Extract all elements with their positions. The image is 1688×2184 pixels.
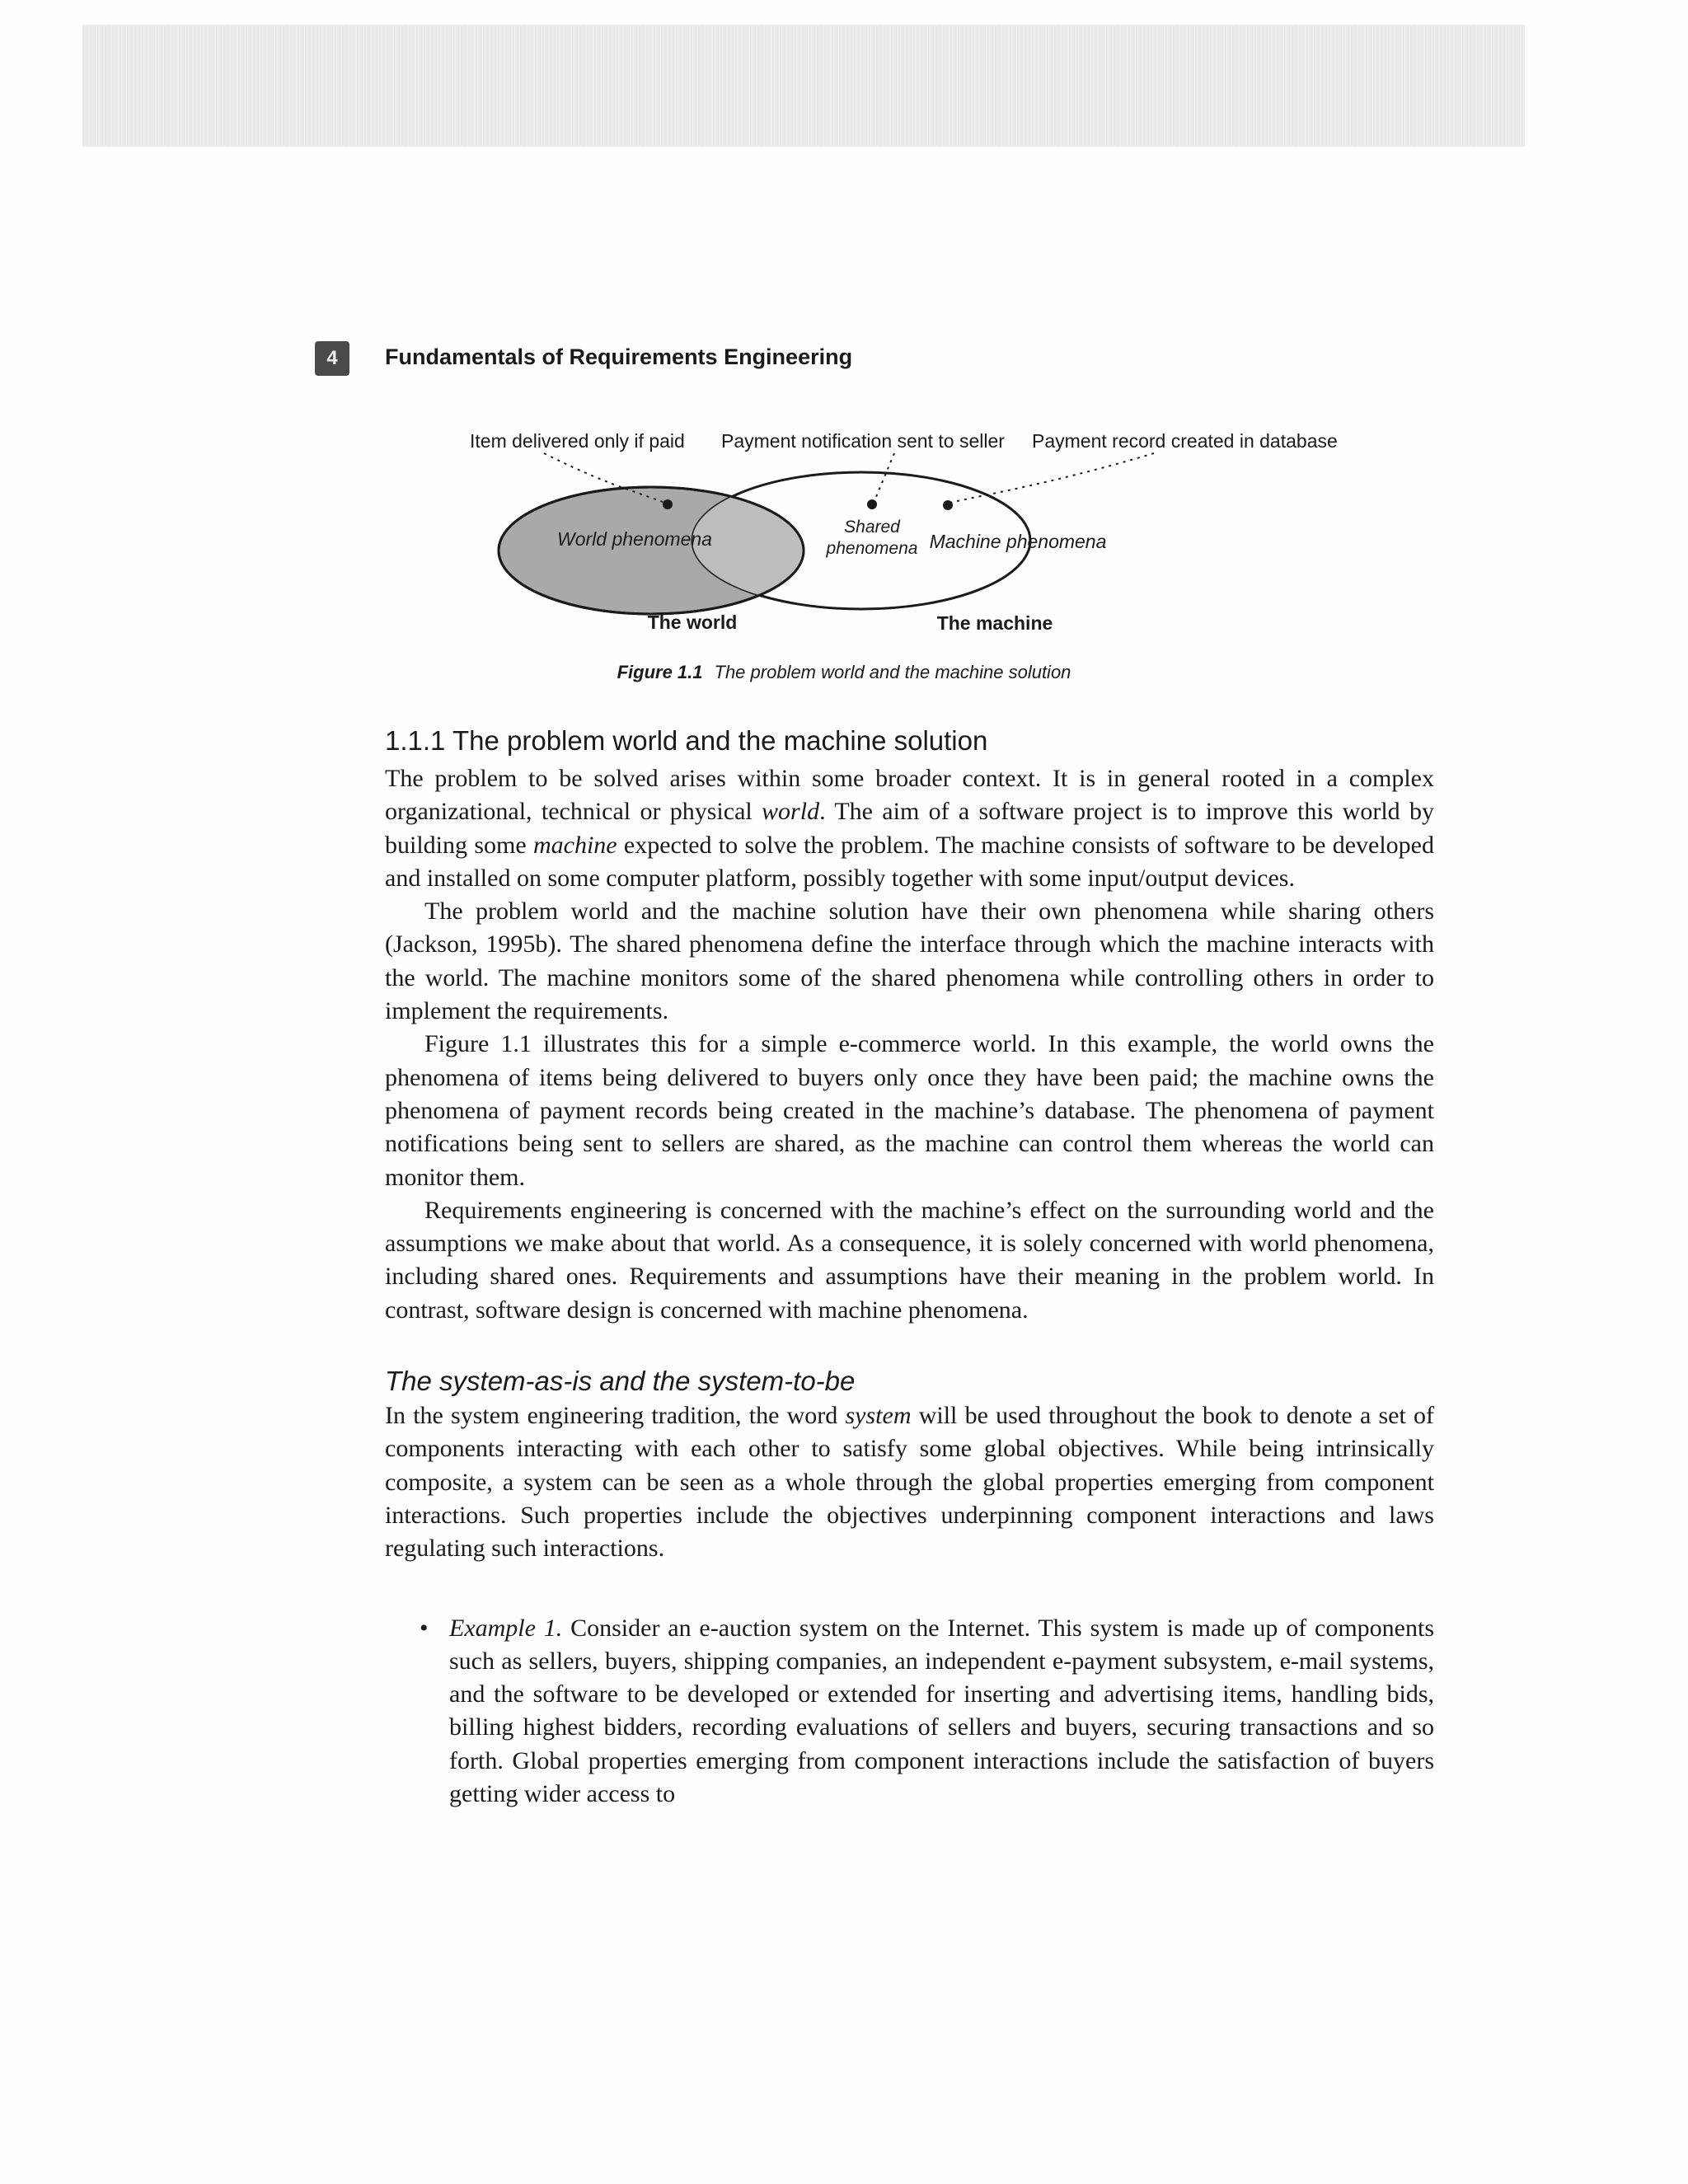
venn-diagram-svg <box>445 420 1451 692</box>
emph-system: system <box>845 1402 912 1430</box>
label-the-machine: The machine <box>936 612 1053 634</box>
leader-machine <box>950 453 1154 503</box>
figure-caption-number: Figure 1.1 <box>617 662 703 682</box>
subsection-heading: The system-as-is and the system-to-be <box>385 1366 856 1397</box>
example-text: Consider an e-auction system on the Internet. This system is made up of components such as sellers, buyers, shipping companies, an independent e-payment subsystem, e-mail systems, and the software to be developed or extended for inserting and advertising items, handling bids, billing highest bidders, recording evaluations of sellers and buyers, securing transactions and so forth. Global properties emerging from component interactions include the satisfaction of buyers getting wider access to <box>449 1614 1434 1808</box>
figure-caption <box>0 662 1688 683</box>
list-item <box>420 1612 1434 1811</box>
figure-caption-text: The problem world and the machine solution <box>714 662 1071 682</box>
label-shared-line1: Shared <box>844 518 900 537</box>
dot-machine-phenomenon <box>943 500 953 510</box>
running-header-title: Fundamentals of Requirements Engineering <box>385 344 853 369</box>
annotation-shared: Payment notification sent to seller <box>721 430 1005 452</box>
section-heading: 1.1.1 The problem world and the machine solution <box>385 725 988 756</box>
annotation-machine-only: Payment record created in database <box>1032 430 1338 452</box>
emph-world: world <box>762 798 820 826</box>
section-paragraph-1: The problem to be solved arises within some broader context. It is in general rooted in a complex organizational, technical or physical world. The aim of a software project is to improve this world by building some machine expected to solve the problem. The machine consists of software to be developed and installed on some computer platform, possibly together with some input/output devices. <box>385 765 1434 892</box>
dot-shared-phenomenon <box>867 499 877 509</box>
main-content <box>385 719 1434 1811</box>
emph-machine: machine <box>532 831 617 859</box>
leader-shared <box>874 453 894 503</box>
bullet-icon: • <box>420 1614 429 1642</box>
label-the-world: The world <box>647 612 738 633</box>
label-shared-line2: phenomena <box>826 539 918 558</box>
figure-venn-diagram <box>445 420 1451 692</box>
subsection-paragraph-1: In the system engineering tradition, the word system will be used throughout the book to denote a set of components interacting with each other to satisfy some global objectives. While being intrinsically composite, a system can be seen as a whole through the global properties emerging from component interactions. Such properties include the objectives underpinning component interactions and laws regulating such interactions. <box>385 1402 1434 1563</box>
page-number-badge: 4 <box>315 341 349 376</box>
example-label: Example 1. <box>449 1614 563 1642</box>
label-world-phenomena: World phenomena <box>557 528 712 550</box>
section-paragraph-3: Figure 1.1 illustrates this for a simple e-commerce world. In this example, the world owns the phenomena of items being delivered to buyers only once they have been paid; the machine owns the phenomena of payment records being created in the machine’s database. The phenomena of payment notifications being sent to sellers are shared, as the machine can control them whereas the world can monitor them. <box>385 1030 1434 1191</box>
example-list <box>385 1612 1434 1811</box>
section-paragraph-2: The problem world and the machine solution have their own phenomena while sharing others (Jackson, 1995b). The shared phenomena define the interface through which the machine interacts with the world. The machine monitors some of the shared phenomena while controlling others in order to implement the requirements. <box>385 898 1434 1025</box>
label-machine-phenomena: Machine phenomena <box>929 531 1107 552</box>
scan-artifact-band <box>82 25 1525 147</box>
section-paragraph-4: Requirements engineering is concerned with the machine’s effect on the surrounding world and the assumptions we make about that world. As a consequence, it is solely concerned with world phenomena, including shared ones. Requirements and assumptions have their meaning in the problem world. In contrast, software design is concerned with machine phenomena. <box>385 1196 1434 1324</box>
annotation-world-only: Item delivered only if paid <box>470 430 685 452</box>
dot-world-phenomenon <box>663 499 673 509</box>
